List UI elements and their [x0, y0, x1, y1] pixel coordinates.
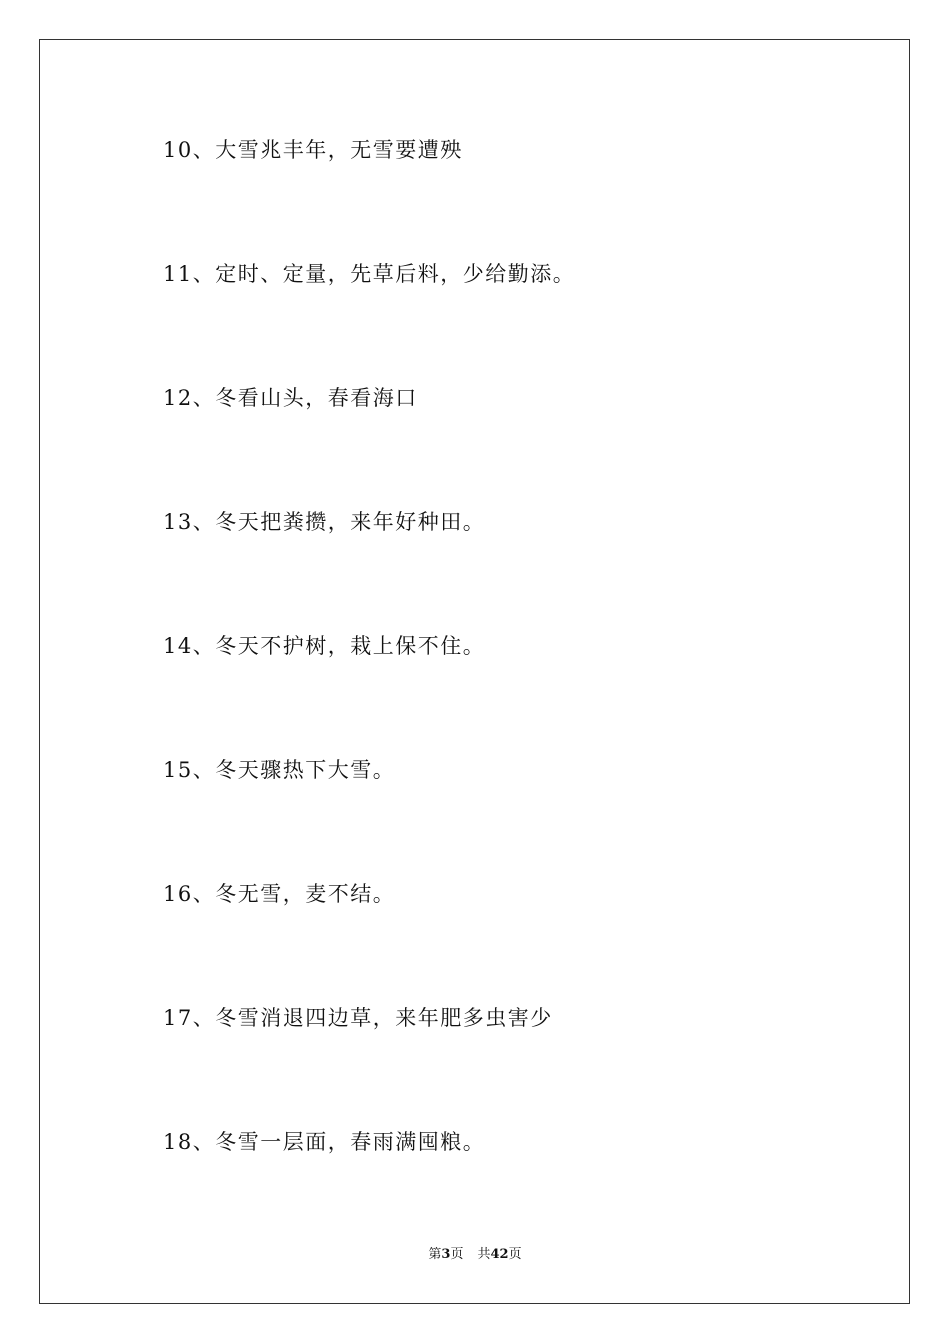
- page-number: 3: [441, 1247, 451, 1262]
- page-prefix: 第: [428, 1247, 442, 1262]
- page-suffix: 页: [450, 1247, 464, 1262]
- page-footer: [0, 1246, 950, 1264]
- page-frame: [39, 39, 910, 1304]
- proverb-17: 17、冬雪消退四边草，来年肥多虫害少: [163, 1006, 553, 1030]
- total-prefix: 共: [477, 1247, 491, 1262]
- total-pages: 42: [490, 1247, 509, 1262]
- proverb-12: 12、冬看山头，春看海口: [163, 386, 418, 410]
- proverb-11: 11、定时、定量，先草后料，少给勤添。: [163, 262, 576, 286]
- proverb-15: 15、冬天骤热下大雪。: [163, 758, 396, 782]
- proverb-18: 18、冬雪一层面，春雨满囤粮。: [163, 1130, 486, 1154]
- proverb-10: 10、大雪兆丰年，无雪要遭殃: [163, 138, 463, 162]
- proverb-14: 14、冬天不护树，栽上保不住。: [163, 634, 486, 658]
- proverb-13: 13、冬天把粪攒，来年好种田。: [163, 510, 486, 534]
- proverb-16: 16、冬无雪，麦不结。: [163, 882, 396, 906]
- total-suffix: 页: [508, 1247, 522, 1262]
